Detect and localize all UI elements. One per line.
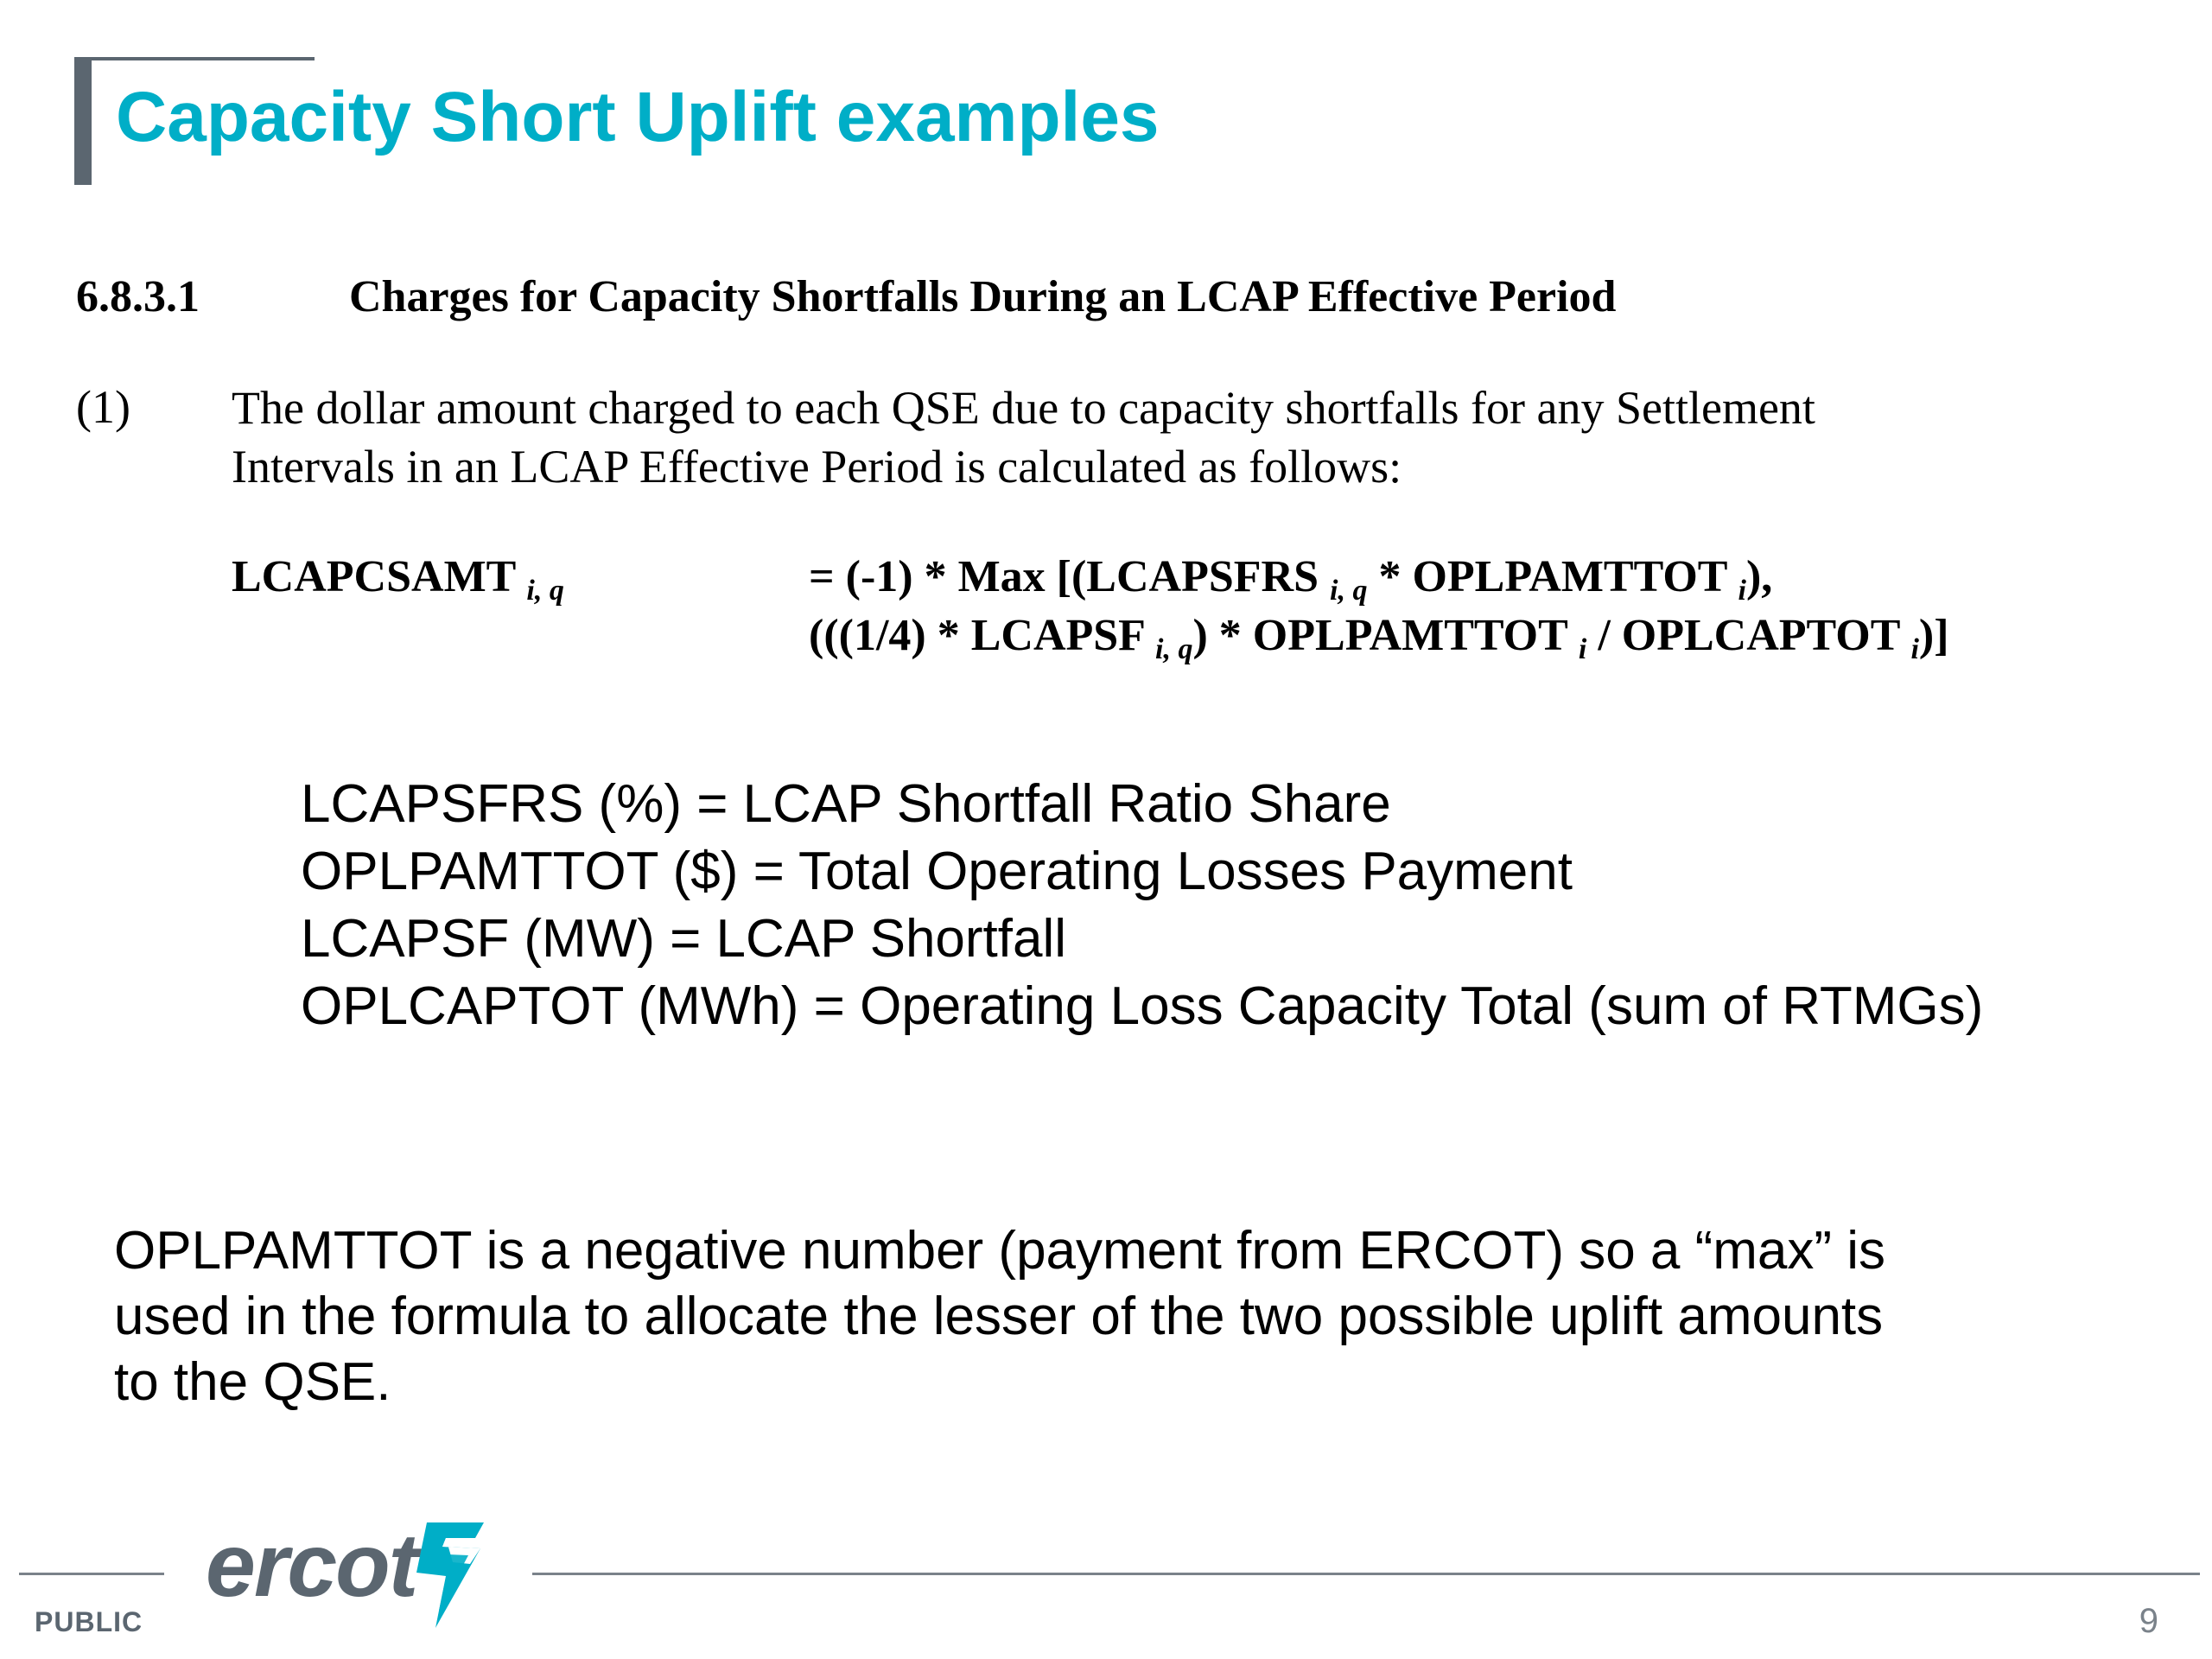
formula-lhs <box>232 548 564 620</box>
lightning-bolt-icon <box>401 1519 505 1631</box>
formula-l2-sub2: i <box>1578 633 1587 665</box>
ercot-logo-text: ercot <box>206 1516 417 1616</box>
classification-label: PUBLIC <box>35 1606 143 1637</box>
formula-l1-c: ), <box>1745 552 1773 601</box>
definitions-list <box>301 771 1983 1040</box>
note-line: OPLPAMTTOT is a negative number (payment from ERCOT) so a “max” is <box>114 1221 1886 1281</box>
formula-l1-sub1: i, q <box>1330 575 1368 607</box>
formula-line-2 <box>809 607 1949 679</box>
formula-lhs-var: LCAPCSAMT <box>232 552 516 601</box>
definition-item: LCAPSF (MW) = LCAP Shortfall <box>301 909 1067 969</box>
formula-l2-sub1: i, q <box>1155 633 1193 665</box>
formula-l1-a: = (-1) * Max [(LCAPSFRS <box>809 552 1319 601</box>
section-title: Charges for Capacity Shortfalls During an LCAP Effective Period <box>349 272 1617 321</box>
formula-l2-a: (((1/4) * LCAPSF <box>809 611 1145 660</box>
slide-title: Capacity Short Uplift examples <box>116 78 1160 156</box>
definition-item: LCAPSFRS (%) = LCAP Shortfall Ratio Share <box>301 774 1391 834</box>
formula-l1-b: * OPLPAMTTOT <box>1367 552 1727 601</box>
formula-l1-sub2: i <box>1738 575 1746 607</box>
formula-l2-d: )] <box>1918 611 1949 660</box>
section-number: 6.8.3.1 <box>76 272 200 321</box>
definition-item: OPLCAPTOT (MWh) = Operating Loss Capacity Total (sum of RTMGs) <box>301 976 1984 1036</box>
note-line: used in the formula to allocate the lesser of the two possible uplift amounts <box>114 1287 1884 1346</box>
footer-divider-left <box>19 1573 164 1575</box>
page-number: 9 <box>2139 1602 2158 1640</box>
paragraph-line-1: The dollar amount charged to each QSE due to capacity shortfalls for any Settlement <box>232 382 1815 434</box>
explanation-note <box>114 1218 1885 1415</box>
formula-l2-b: ) * OPLPAMTTOT <box>1192 611 1567 660</box>
formula-l2-c: / OPLCAPTOT <box>1586 611 1900 660</box>
paragraph-line-2: Intervals in an LCAP Effective Period is calculated as follows: <box>232 441 1402 493</box>
paragraph-text <box>232 378 1815 496</box>
note-line: to the QSE. <box>114 1352 391 1412</box>
title-accent-bar <box>74 57 92 185</box>
definition-item: OPLPAMTTOT ($) = Total Operating Losses Payment <box>301 842 1573 901</box>
ercot-logo <box>206 1514 499 1631</box>
paragraph-number: (1) <box>76 381 130 433</box>
footer-divider-right <box>532 1573 2200 1575</box>
formula-l2-sub3: i <box>1910 633 1919 665</box>
title-accent-line <box>74 57 315 60</box>
formula-lhs-sub: i, q <box>526 575 564 607</box>
